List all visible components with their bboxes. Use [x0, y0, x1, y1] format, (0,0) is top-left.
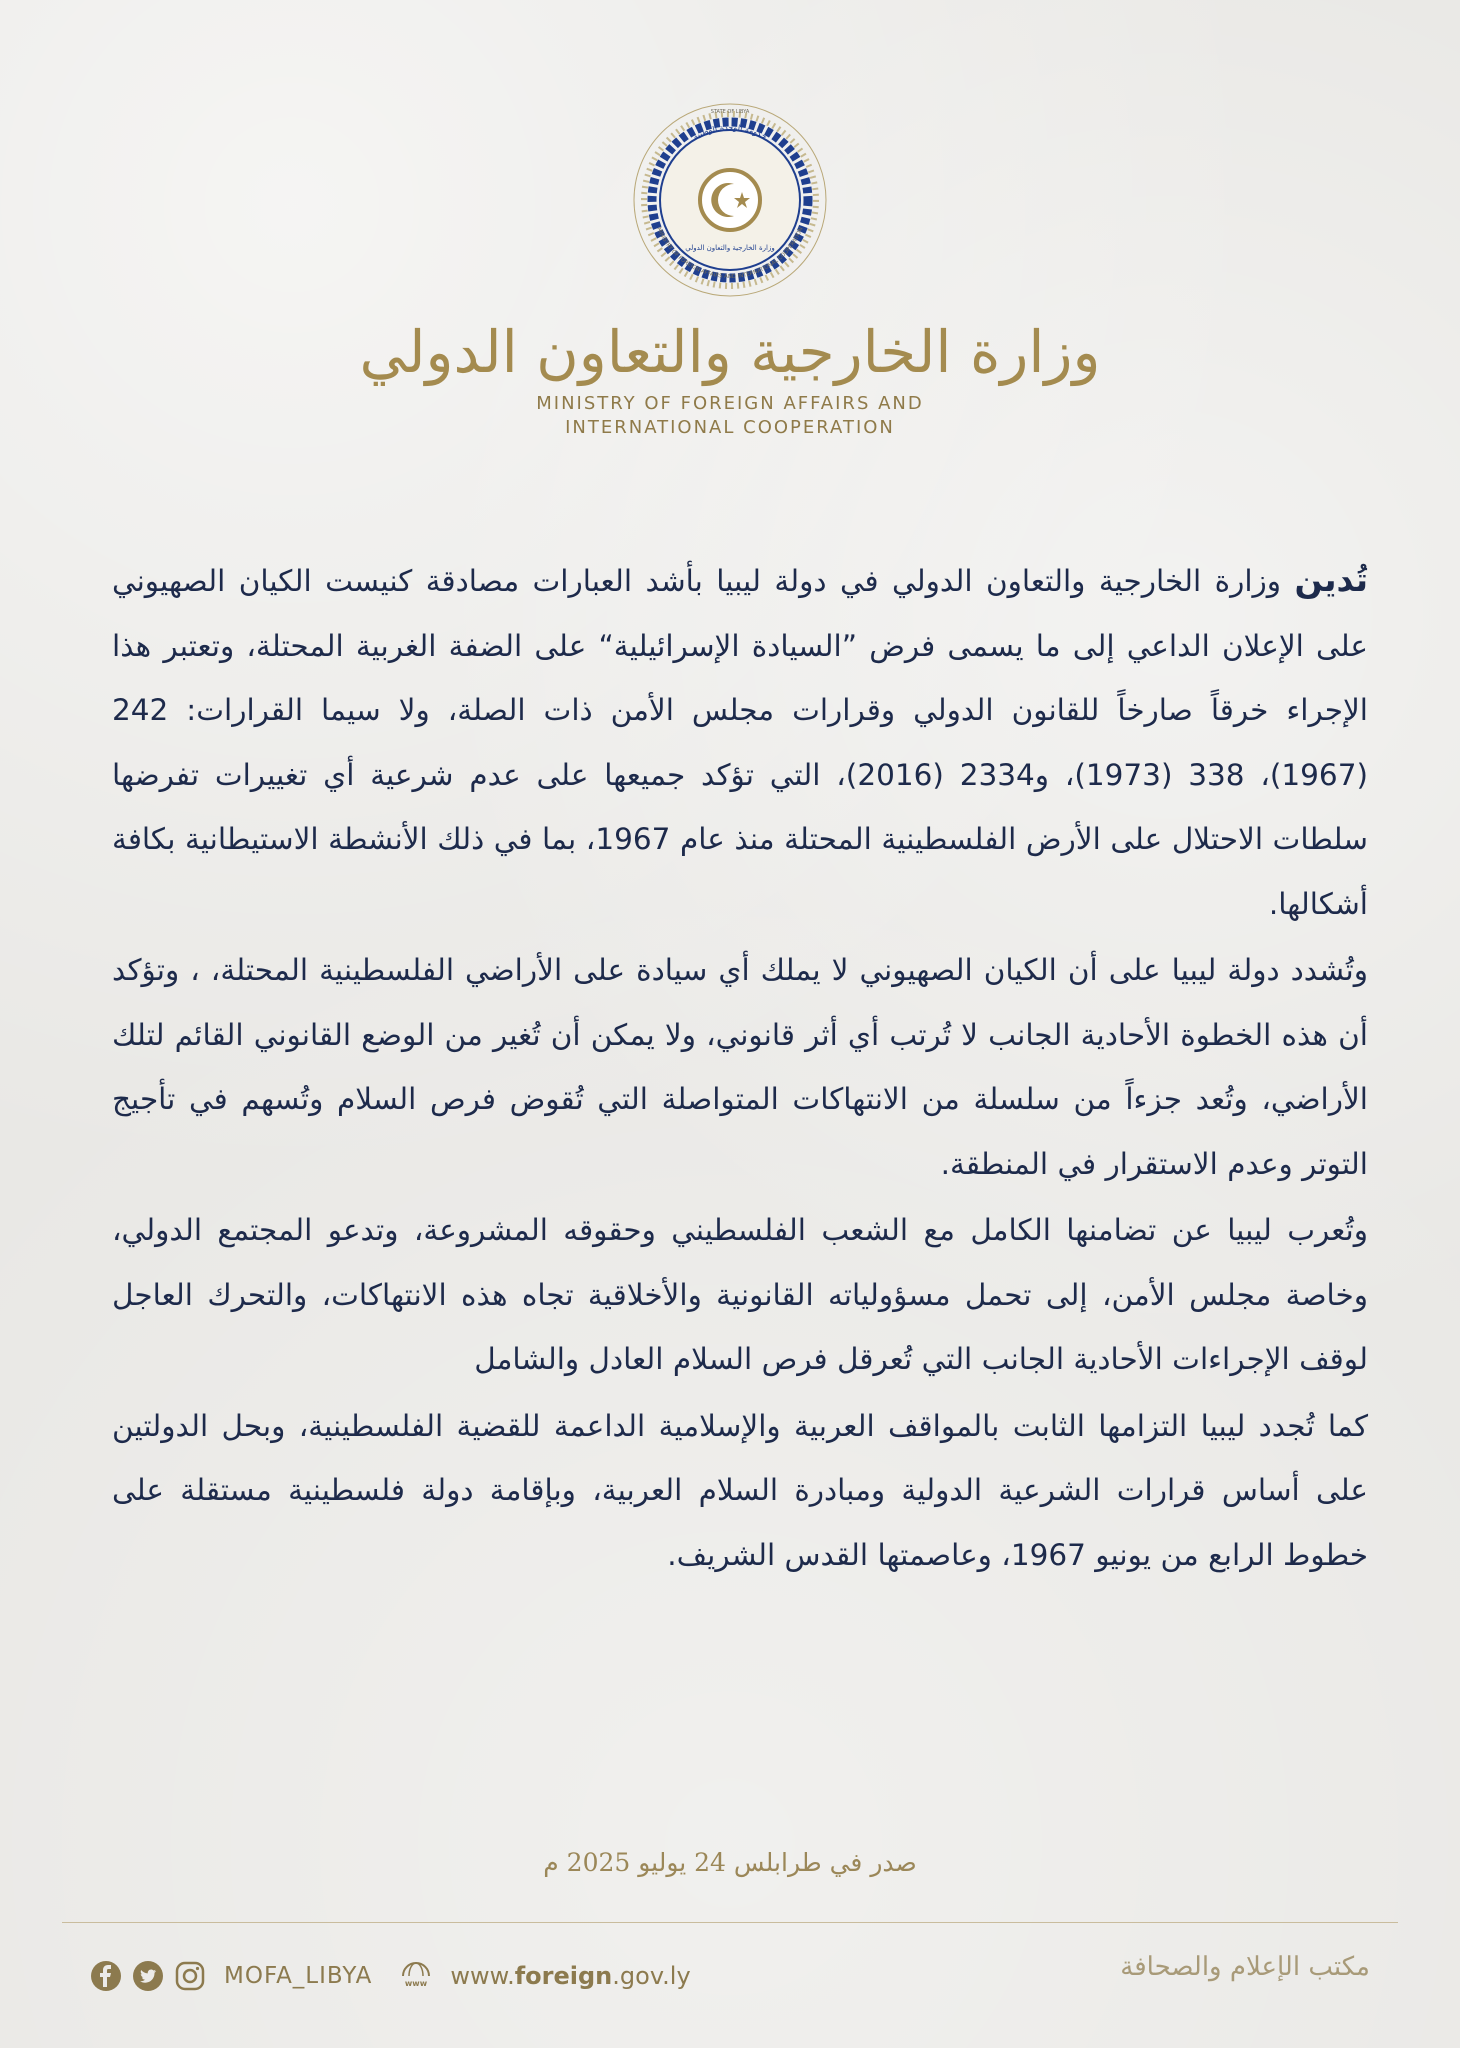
- statement-paragraph-1-text: وزارة الخارجية والتعاون الدولي في دولة ليبيا بأشد العبارات مصادقة كنيست الكيان الصهيوني على الإعلان الداعي إلى ما يسمى فرض ”السيادة الإسرائيلية“ على الضفة الغربية المحتلة، وتعتبر هذا الإجراء خرقاً صارخاً للقانون الدولي وقرارات مجلس الأمن ذات الصلة، ولا سيما القرارات: 242 (1967)، 338 (1973)، و2334 (2016)، التي تؤكد جميعها على عدم شرعية أي تغييرات تفرضها سلطات الاحتلال على الأرض الفلسطينية المحتلة منذ عام 1967، بما في ذلك الأنشطة الاستيطانية بكافة أشكالها.: [112, 564, 1369, 921]
- svg-text:www: www: [405, 1979, 428, 1988]
- seal-emblem-icon: [630, 100, 830, 300]
- ministry-name-arabic: وزارة الخارجية والتعاون الدولي: [359, 318, 1101, 386]
- ministry-name-english-line2: INTERNATIONAL COOPERATION: [565, 417, 895, 438]
- footer-divider: [62, 1922, 1398, 1923]
- lead-word: تُدين: [1294, 560, 1368, 599]
- statement-paragraph-2: وتُشدد دولة ليبيا على أن الكيان الصهيوني لا يملك أي سيادة على الأراضي الفلسطينية المحتلة، ، وتؤكد أن هذه الخطوة الأحادية الجانب لا تُرتب أي أثر قانوني، ولا يمكن أن تُغير من الوضع القانوني القائم لتلك الأراضي، وتُعد جزءاً من سلسلة من الانتهاكات المتواصلة التي تُقوض فرص السلام وتُسهم في تأجيج التوتر وعدم الاستقرار في المنطقة.: [112, 953, 1368, 1181]
- statement-paragraph-4: كما تُجدد ليبيا التزامها الثابت بالمواقف العربية والإسلامية الداعمة للقضية الفلسطينية، وبحل الدولتين على أساس قرارات الشرعية الدولية ومبادرة السلام العربية، وبإقامة دولة فلسطينية مستقلة على خطوط الرابع من يونيو 1967، وعاصمتها القدس الشريف.: [112, 1408, 1368, 1572]
- ministry-name-english: [0, 392, 1460, 440]
- twitter-icon[interactable]: [132, 1960, 164, 1992]
- statement-paragraph-1: [112, 548, 1368, 936]
- seal-state-text: STATE OF LIBYA: [710, 109, 750, 115]
- website-prefix: www.: [450, 1962, 515, 1990]
- ministry-name-english-line1: MINISTRY OF FOREIGN AFFAIRS AND: [536, 393, 924, 414]
- statement-paragraph-3: وتُعرب ليبيا عن تضامنها الكامل مع الشعب الفلسطيني وحقوقه المشروعة، وتدعو المجتمع الدولي، وخاصة مجلس الأمن، إلى تحمل مسؤولياته القانونية والأخلاقية تجاه هذه الانتهاكات، والتحرك العاجل لوقف الإجراءات الأحادية الجانب التي تُعرقل فرص السلام العادل والشامل: [112, 1213, 1368, 1376]
- social-handle[interactable]: MOFA_LIBYA: [224, 1963, 373, 1989]
- letterhead: [0, 100, 1460, 440]
- website-link[interactable]: [450, 1962, 690, 1990]
- seal-gov-text: حكومة الوحدة الوطنية: [691, 122, 769, 142]
- instagram-icon[interactable]: [174, 1960, 206, 1992]
- footer-contacts: [90, 1954, 691, 1998]
- seal-ring-text: MINISTRY OF FOREIGN AFFAIRS AND INTERNATIONAL COOPERATION: [655, 226, 805, 281]
- seal-ministry-text: وزارة الخارجية والتعاون الدولي: [685, 244, 775, 252]
- website-domain: foreign: [514, 1962, 613, 1990]
- statement-body: [112, 548, 1368, 1589]
- media-office-label: مكتب الإعلام والصحافة: [1120, 1952, 1370, 1982]
- facebook-icon[interactable]: [90, 1960, 122, 1992]
- globe-www-icon: [400, 1960, 432, 1992]
- website-suffix: .gov.ly: [612, 1962, 691, 1990]
- ministry-seal: [630, 100, 830, 300]
- issued-date-line: صدر في طرابلس 24 يوليو 2025 م: [543, 1848, 917, 1877]
